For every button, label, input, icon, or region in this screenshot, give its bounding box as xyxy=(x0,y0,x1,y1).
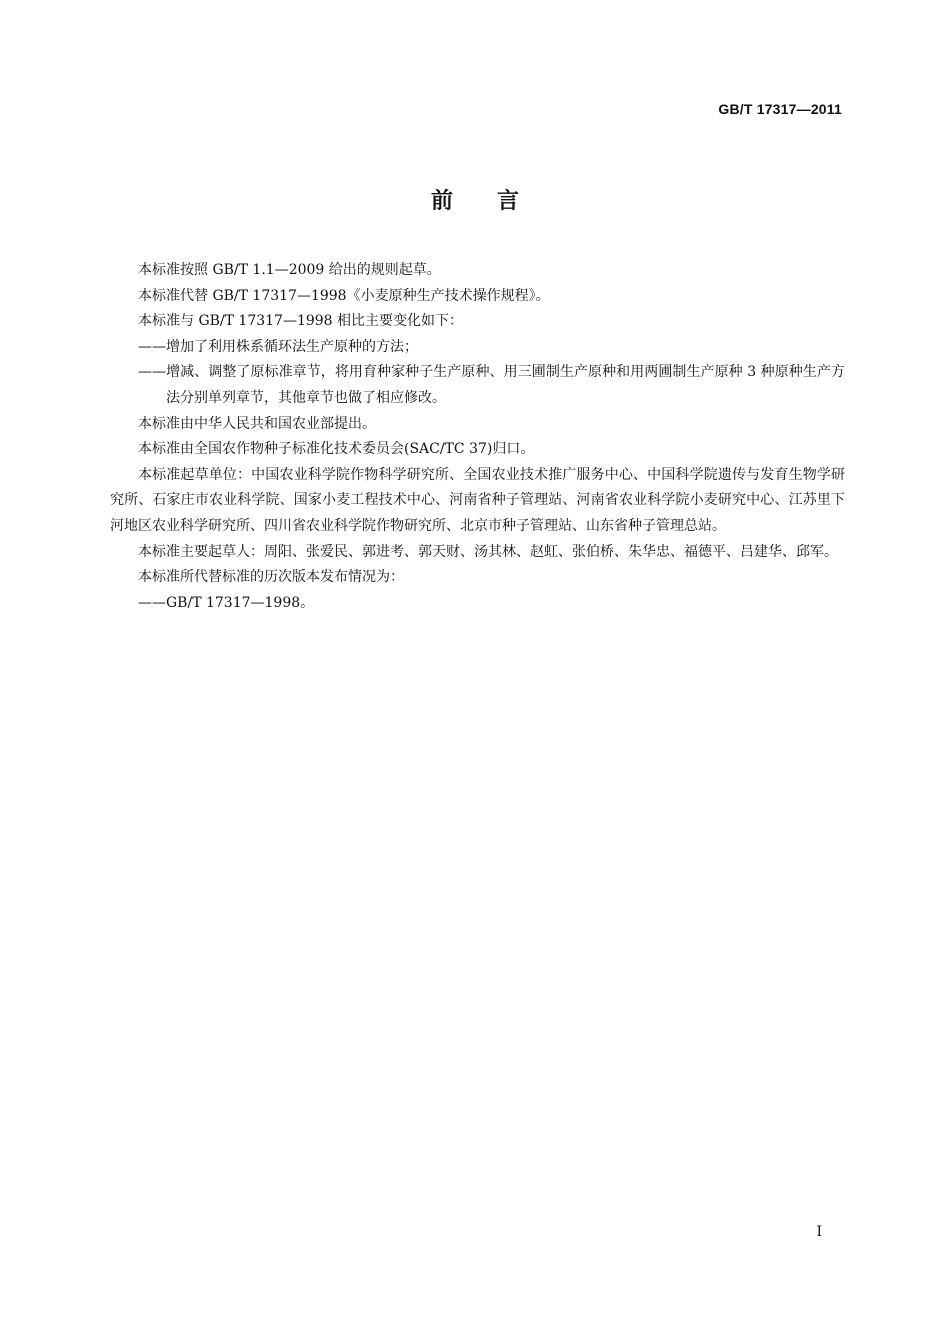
paragraph-changes-intro: 本标准与 GB/T 17317—1998 相比主要变化如下： xyxy=(138,313,464,330)
page-number: I xyxy=(816,1224,822,1240)
page-title: 前 言 xyxy=(430,189,519,214)
change-item: ——增减、调整了原标准章节，将用育种家种子生产原种、用三圃制生产原种和用两圃制生产原种 3 种原种生产方法分别单列章节，其他章节也做了相应修改。 xyxy=(138,364,845,406)
paragraph-centralized-by: 本标准由全国农作物种子标准化技术委员会(SAC/TC 37)归口。 xyxy=(138,441,535,458)
document-body xyxy=(110,258,845,616)
history-item: ——GB/T 17317—1998。 xyxy=(138,594,315,611)
paragraph-drafting-rules: 本标准按照 GB/T 1.1—2009 给出的规则起草。 xyxy=(138,262,441,278)
paragraph-replaces: 本标准代替 GB/T 17317—1998《小麦原种生产技术操作规程》。 xyxy=(138,287,550,304)
change-item: ——增加了利用株系循环法生产原种的方法； xyxy=(138,338,418,355)
paragraph-drafters: 本标准主要起草人：周阳、张爱民、郭进考、郭天财、汤其林、赵虹、张伯桥、朱华忠、福德平、吕建华、邱军。 xyxy=(138,543,838,560)
paragraph-history-intro: 本标准所代替标准的历次版本发布情况为： xyxy=(138,569,404,586)
standard-code: GB/T 17317—2011 xyxy=(718,101,842,117)
paragraph-proposed-by: 本标准由中华人民共和国农业部提出。 xyxy=(138,415,376,432)
paragraph-drafting-units: 本标准起草单位：中国农业科学院作物科学研究所、全国农业技术推广服务中心、中国科学院遗传与发育生物学研究所、石家庄市农业科学院、国家小麦工程技术中心、河南省种子管理站、河南省农业科学院小麦研究中心、江苏里下河地区农业科学研究所、四川省农业科学院作物研究所、北京市种子管理站、山东省种子管理总站。 xyxy=(110,466,845,534)
